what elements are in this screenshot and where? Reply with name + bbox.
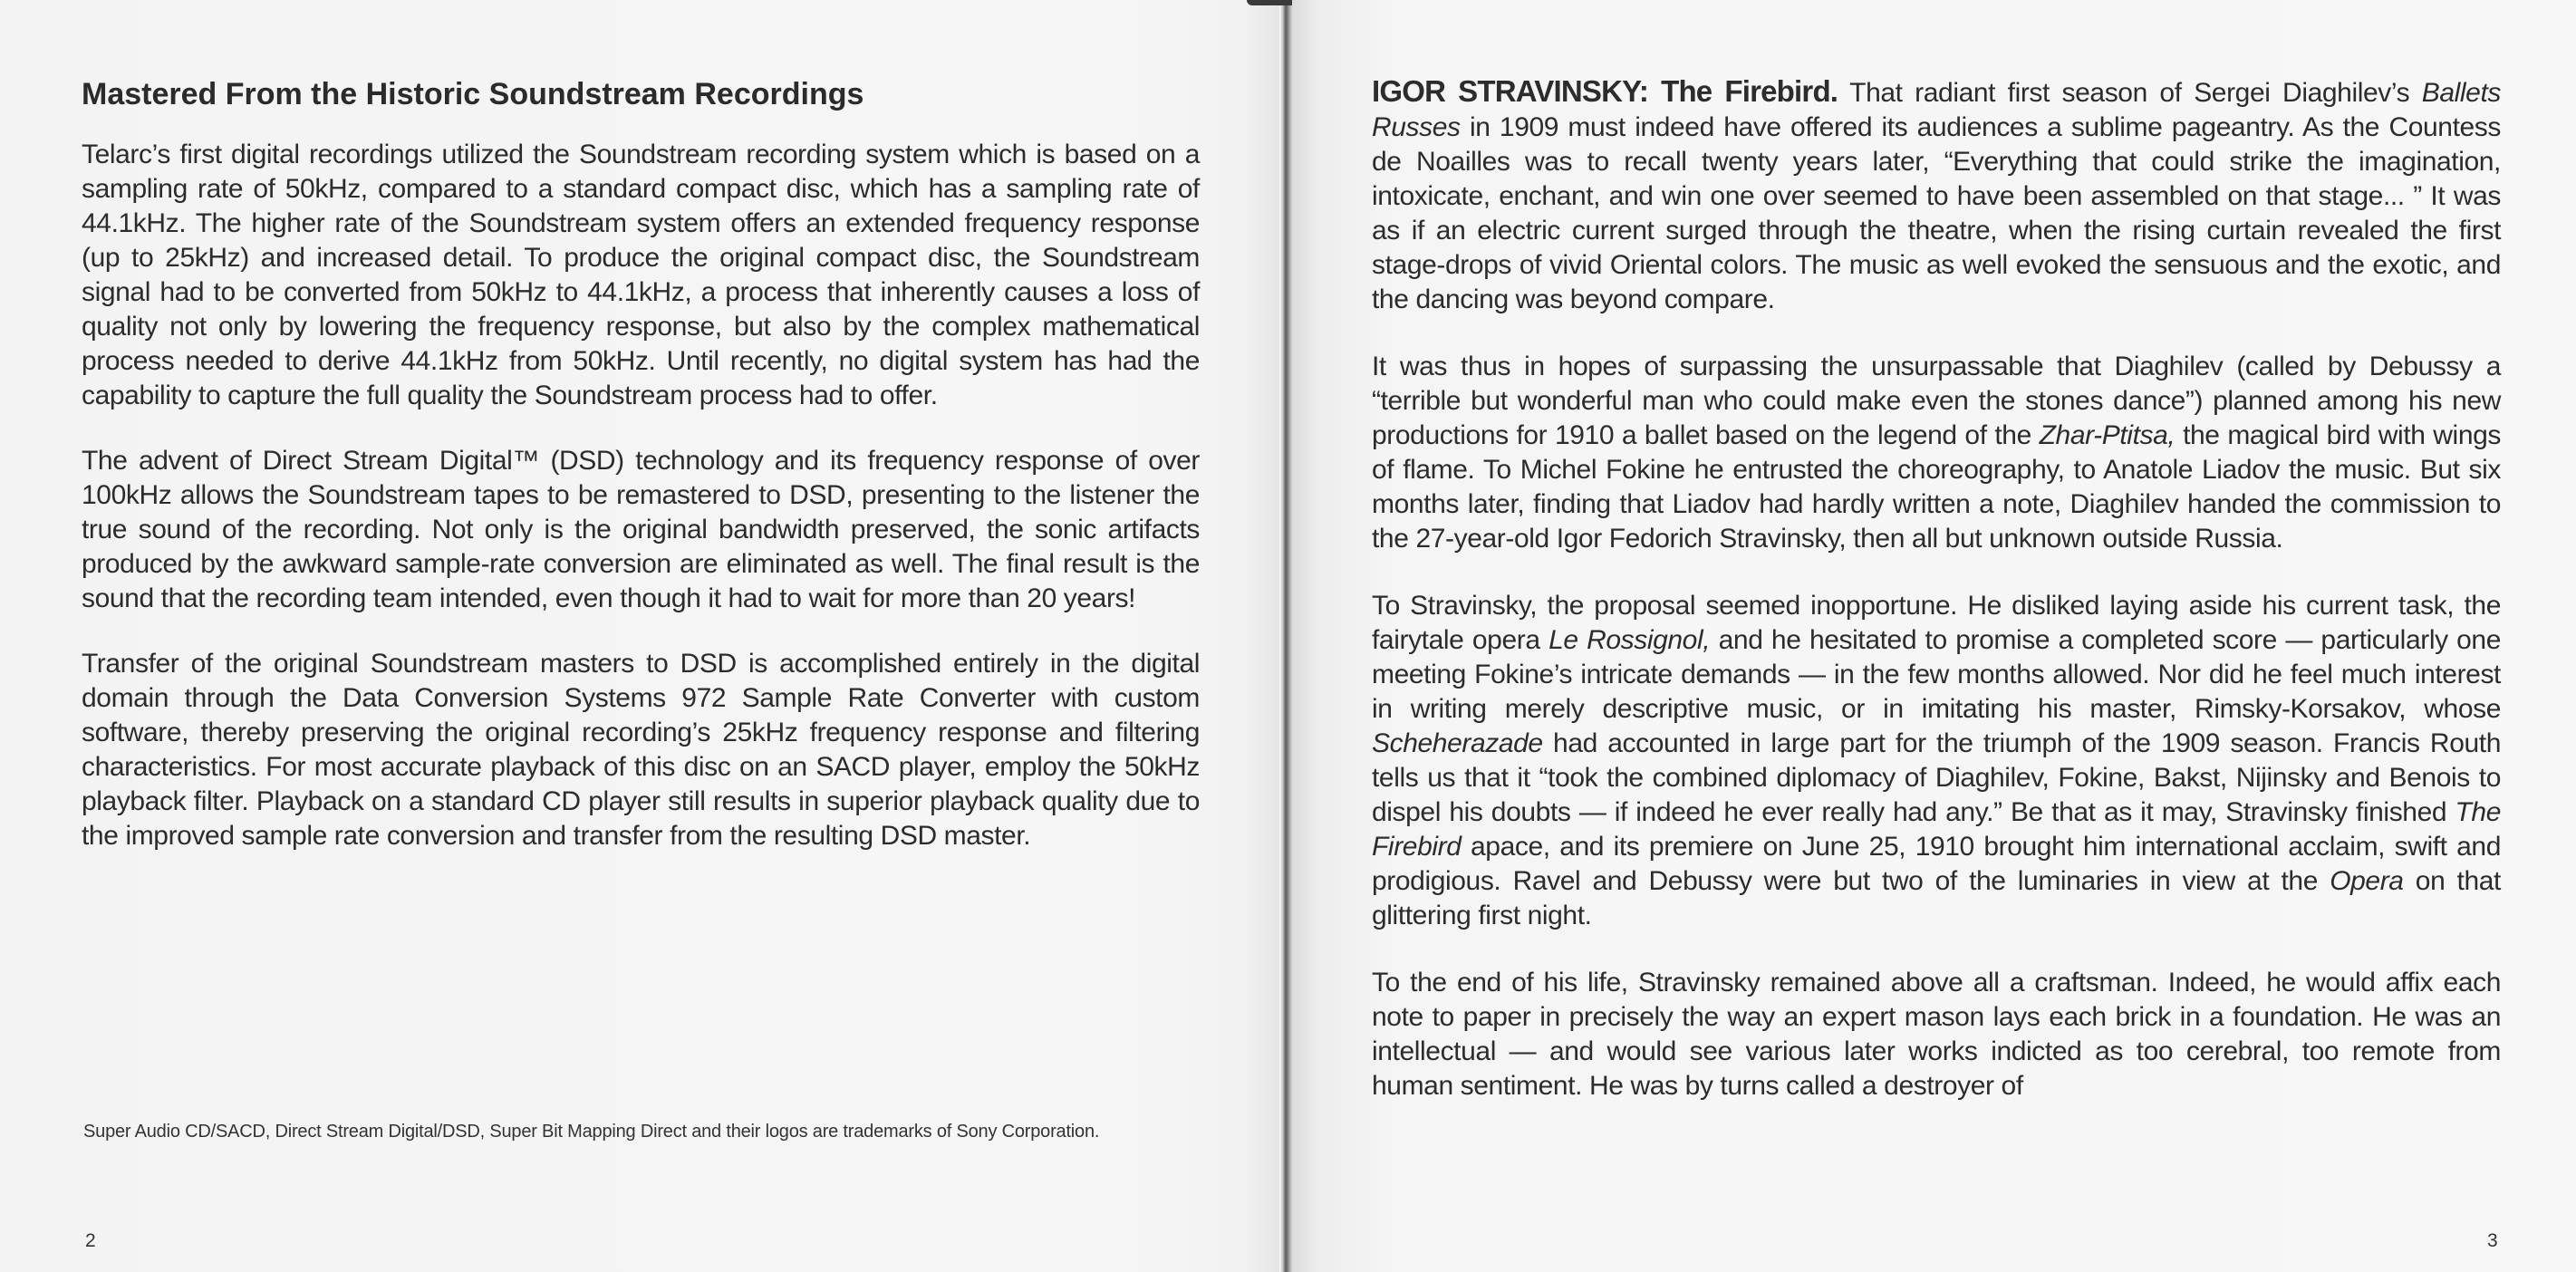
text: had accounted in large part for the triumph of the 1909 season. Francis Routh tells us that it “took the combined diplomacy of Diaghilev, Fokine, Bakst, Nijinsky and Benois to dispel his doubts — if indeed he ever really had any.” Be that as it may, Stravinsky finished [1372, 728, 2501, 827]
lead-in-title: IGOR STRAVINSKY: The Firebird. [1372, 74, 1838, 108]
text: It was thus in hopes of surpassing the unsurpassable that Diaghilev (called by Debussy a “terrible but wonderful man who could make even the stones dance”) planned among his new productions for 1910 a ballet based on the legend of the [1372, 352, 2501, 450]
text: To Stravinsky, the proposal seemed inopportune. He disliked laying aside his current task, the fairytale opera [1372, 591, 2501, 655]
italic-title: Scheherazade [1372, 728, 1543, 758]
italic-title: Le Rossignol, [1548, 625, 1711, 655]
text: apace, and its premiere on June 25, 1910 brought him international acclaim, swift and prodigious. Ravel and Debussy were but two of the luminaries in view at the [1372, 832, 2501, 896]
italic-title: Ballets Russes [1372, 78, 2501, 142]
paragraph-diaghilev [1372, 350, 2501, 556]
section-heading: Mastered From the Historic Soundstream Recordings [82, 77, 864, 111]
left-column [82, 74, 1200, 884]
paragraph-firebird-intro [1372, 74, 2501, 317]
trademark-footnote: Super Audio CD/SACD, Direct Stream Digital/DSD, Super Bit Mapping Direct and their logos are trademarks of Sony Corporation. [83, 1122, 1100, 1142]
book-spine [1279, 0, 1292, 1272]
text: and he hesitated to promise a completed score — particularly one meeting Fokine’s intricate demands — in the few months allowed. Nor did he feel much interest in writing merely descriptive music, or in imitating his master, Rimsky-Korsakov, whose [1372, 625, 2501, 724]
italic-title: Zhar-Ptitsa, [2039, 420, 2176, 450]
paragraph-transfer: Transfer of the original Soundstream masters to DSD is accomplished entirely in the digital domain through the Data Conversion Systems 972 Sample Rate Converter with custom software, thereby preserving the original recording’s 25kHz frequency response and filtering characteristics. For most accurate playback of this disc on an SACD player, employ the 50kHz playback filter. Playback on a standard CD player still results in superior playback quality due to the improved sample rate conversion and transfer from the resulting DSD master. [82, 649, 1200, 851]
page-left [0, 0, 1281, 1272]
text: the magical bird with wings of flame. To Michel Fokine he entrusted the choreography, to Anatole Liadov the music. But six months later, finding that Liadov had hardly written a note, Diaghilev handed the commission to the 27-year-old Igor Fedorich Stravinsky, then all but unknown outside Russia. [1372, 420, 2501, 554]
text: in 1909 must indeed have offered its audiences a sublime pageantry. As the Countess de Noailles was to recall twenty years later, “Everything that could strike the imagination, intoxicate, enchant, and win one over seemed to have been assembled on that stage... ” It was as if an electric current surged through the theatre, when the rising curtain revealed the first stage-drops of vivid Oriental colors. The music as well evoked the sensuous and the exotic, and the dancing was beyond compare. [1372, 112, 2501, 314]
text: That radiant first season of Sergei Diaghilev’s [1838, 78, 2422, 108]
paragraph-stravinsky-proposal [1372, 589, 2501, 933]
italic-title: The Firebird [1372, 797, 2501, 862]
right-column [1372, 74, 2501, 1136]
italic-title: Opera [2330, 866, 2404, 896]
page-number-right: 3 [2487, 1230, 2498, 1251]
paragraph-craftsman: To the end of his life, Stravinsky remained above all a craftsman. Indeed, he would affix each note to paper in precisely the way an expert mason lays each brick in a foundation. He was an intellectual — and would see various later works indicted as too cerebral, too remote from human sentiment. He was by turns called a destroyer of [1372, 968, 2501, 1101]
page-number-left: 2 [85, 1230, 96, 1251]
paragraph-soundstream: Telarc’s first digital recordings utilized the Soundstream recording system which is based on a sampling rate of 50kHz, compared to a standard compact disc, which has a sampling rate of 44.1kHz. The higher rate of the Soundstream system offers an extended frequency response (up to 25kHz) and increased detail. To produce the original compact disc, the Soundstream signal had to be converted from 50kHz to 44.1kHz, a process that inherently causes a loss of quality not only by lowering the frequency response, but also by the complex mathematical process needed to derive 44.1kHz from 50kHz. Until recently, no digital system has had the capability to capture the full quality the Soundstream process had to offer. [82, 140, 1200, 410]
spine-binding-shadow [1247, 0, 1298, 5]
paragraph-dsd: The advent of Direct Stream Digital™ (DSD) technology and its frequency response of over 100kHz allows the Soundstream tapes to be remastered to DSD, presenting to the listener the true sound of the recording. Not only is the original bandwidth preserved, the sonic artifacts produced by the awkward sample-rate conversion are eliminated as well. The final result is the sound that the recording team intended, even though it had to wait for more than 20 years! [82, 446, 1200, 613]
text: on that glittering first night. [1372, 866, 2501, 930]
